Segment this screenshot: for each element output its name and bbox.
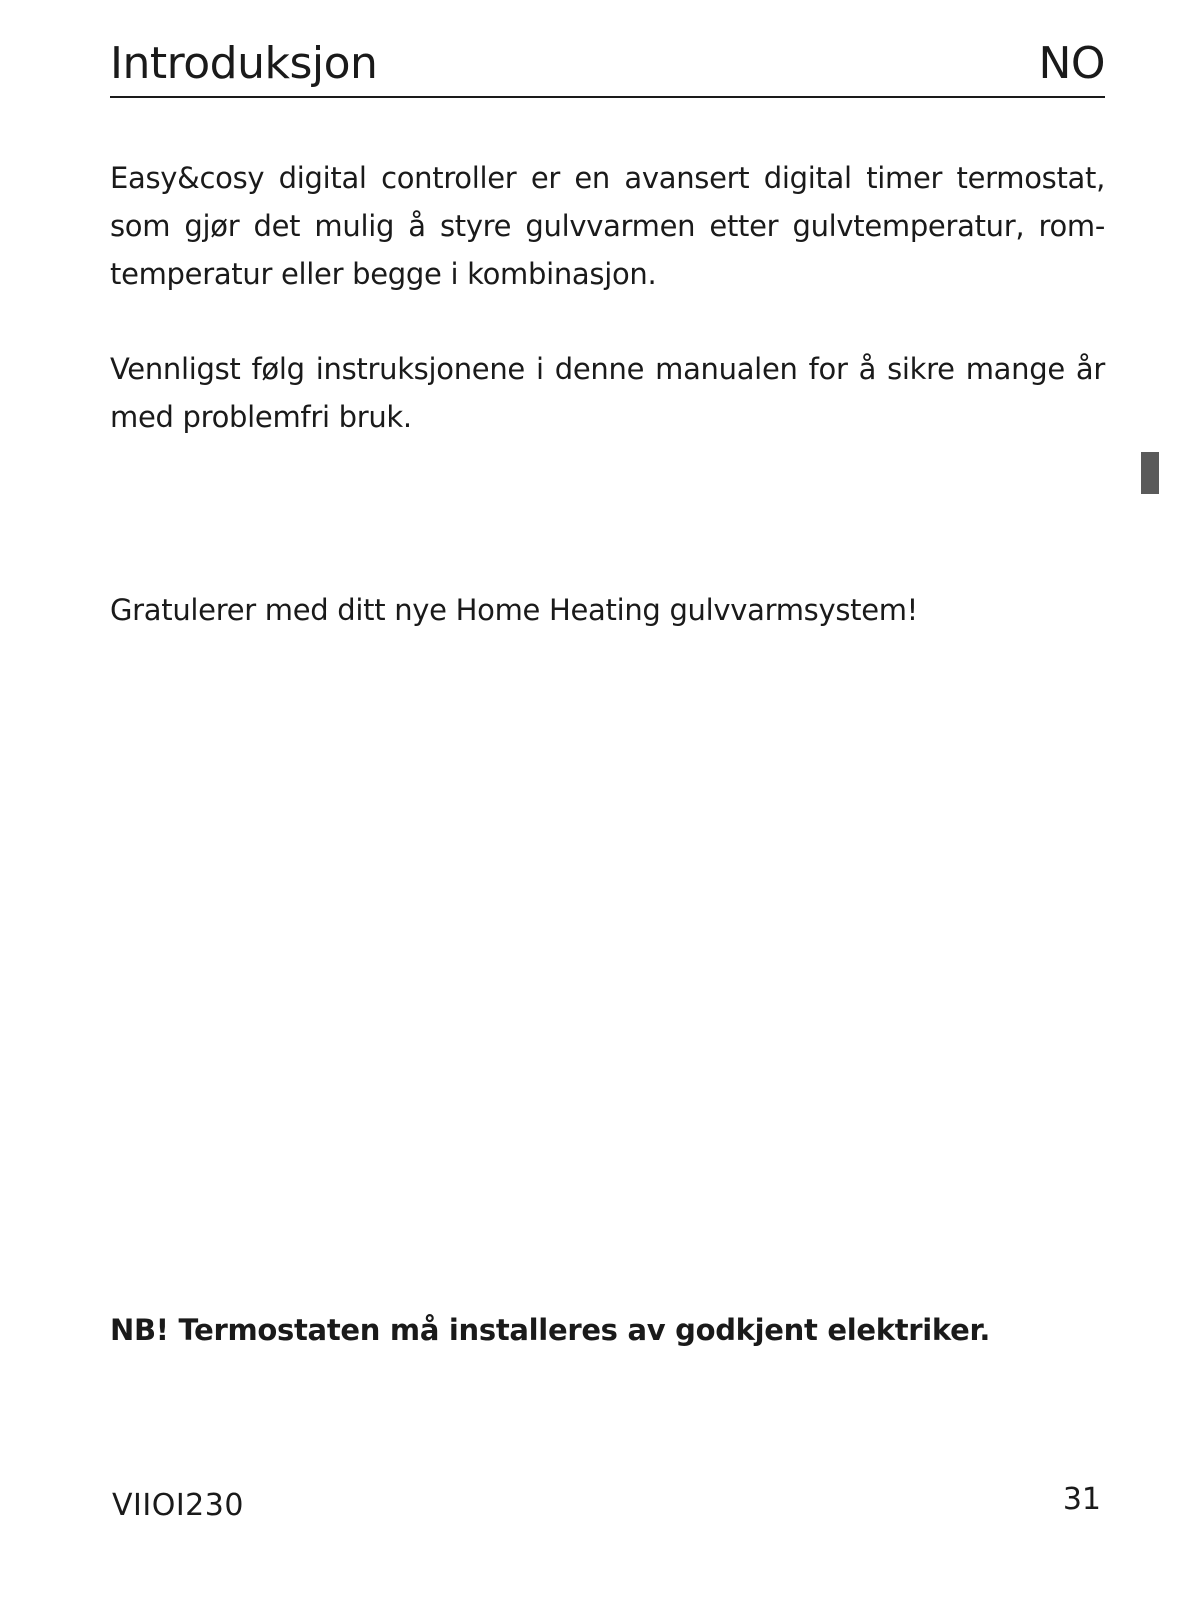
congratulation-text: Gratulerer med ditt nye Home Heating gulvvarmsystem! — [110, 593, 919, 627]
language-code: NO — [1038, 38, 1105, 89]
page-title: Introduksjon — [110, 38, 378, 89]
page-header — [110, 28, 1105, 98]
page-number: 31 — [1062, 1482, 1101, 1517]
intro-paragraph: Easy&cosy digital controller er en avansert digital timer termostat, som gjør det mulig å styre gulvvarmen etter gulvtemperatur, rom-temperatur eller begge i kombinasjon. — [110, 161, 1105, 291]
document-code: VIIOI230 — [112, 1488, 244, 1523]
section-tab-marker — [1141, 452, 1159, 494]
electrician-notice: NB! Termostaten må installeres av godkjent elektriker. — [110, 1313, 991, 1347]
instructions-paragraph: Vennligst følg instruksjonene i denne manualen for å sikre mange år med problemfri bruk. — [110, 352, 1105, 434]
